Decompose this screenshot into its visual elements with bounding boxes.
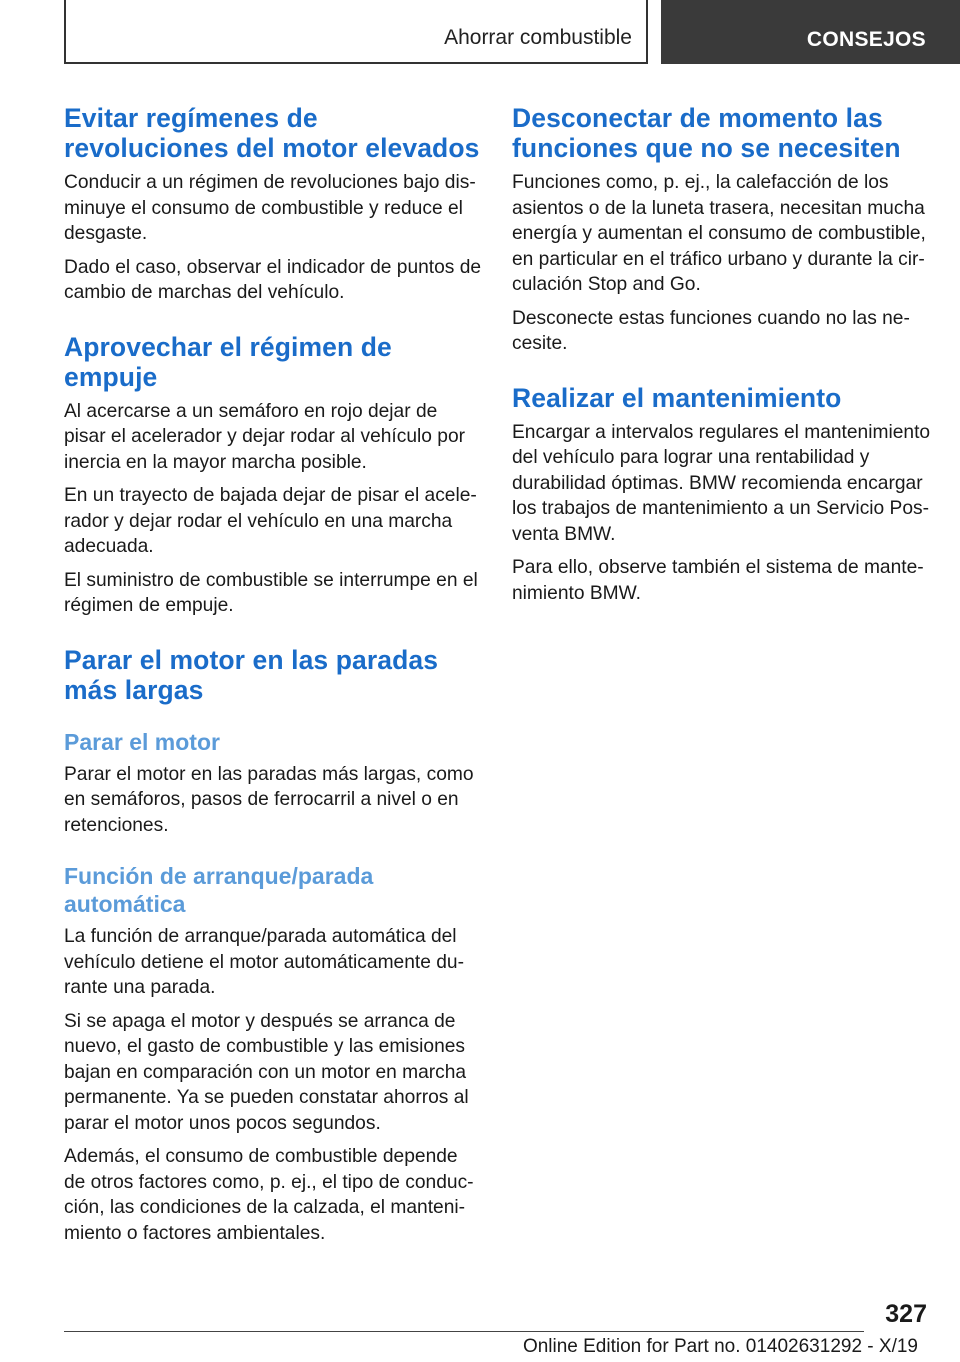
heading-evitar-regimenes: Evitar regímenes de revoluciones del motor elevados: [64, 103, 480, 163]
paragraph: Desconecte estas funciones cuando no las necesite.: [512, 307, 910, 354]
paragraph: Encargar a intervalos regulares el mantenimiento del vehículo para lograr una rentabilidad y durabilidad óptimas. BMW recomienda encargar los trabajos de mantenimiento a un Servicio Posventa BMW.: [512, 421, 931, 545]
paragraph: Funciones como, p. ej., la calefacción de los asientos o de la luneta trasera, necesitan mucha energía y aumentan el consumo de combustible, en particular en el tráfico urbano y durante la circulación Stop and Go.: [512, 172, 926, 295]
paragraph: Si se apaga el motor y después se arranca de nuevo, el gasto de combustible y las emisiones bajan en comparación con un motor en marcha permanente. Ya se pueden constatar ahorros al parar el motor unos pocos segundos.: [64, 1010, 469, 1134]
subheading-arranque-parada: Función de arranque/parada automática: [64, 863, 374, 917]
paragraph: Además, el consumo de combustible depende de otros factores como, p. ej., el tipo de conducción, las condiciones de la calzada, el mantenimiento o factores ambientales.: [64, 1146, 474, 1244]
footer-divider: [64, 1331, 864, 1332]
header-frame: [64, 0, 648, 64]
paragraph: Para ello, observe también el sistema de mantenimiento BMW.: [512, 557, 924, 604]
paragraph: Parar el motor en las paradas más largas, como en semáforos, pasos de ferrocarril a nivel o en retenciones.: [64, 763, 474, 836]
section-title: Ahorrar combustible: [444, 26, 632, 49]
paragraph: Dado el caso, observar el indicador de puntos de cambio de marchas del vehículo.: [64, 256, 482, 303]
paragraph: La función de arranque/parada automática del vehículo detiene el motor automáticamente durante una parada.: [64, 926, 464, 998]
paragraph: Conducir a un régimen de revoluciones bajo disminuye el consumo de combustible y reduce el desgaste.: [64, 172, 476, 244]
heading-mantenimiento: Realizar el mantenimiento: [512, 382, 842, 413]
heading-desconectar-funciones: Desconectar de momento las funciones que no se necesiten: [512, 103, 901, 163]
heading-parar-motor-paradas: Parar el motor en las paradas más largas: [64, 644, 439, 705]
subheading-parar-motor: Parar el motor: [64, 728, 220, 755]
paragraph: Al acercarse a un semáforo en rojo dejar de pisar el acelerador y dejar rodar al vehículo por inercia en la mayor marcha posible.: [64, 400, 466, 473]
heading-aprovechar-empuje: Aprovechar el régimen de empuje: [64, 331, 392, 392]
chapter-tab-label: CONSEJOS: [806, 28, 926, 51]
right-column: [512, 103, 932, 614]
left-column: [64, 103, 482, 1254]
page-number: 327: [885, 1300, 927, 1328]
edition-note: Online Edition for Part no. 01402631292 - X/19: [522, 1336, 918, 1357]
paragraph: En un trayecto de bajada dejar de pisar el acelerador y dejar rodar el vehículo en una marcha adecuada.: [64, 485, 477, 557]
chapter-tab[interactable]: [661, 0, 960, 64]
paragraph: El suministro de combustible se interrumpe en el régimen de empuje.: [64, 569, 478, 616]
